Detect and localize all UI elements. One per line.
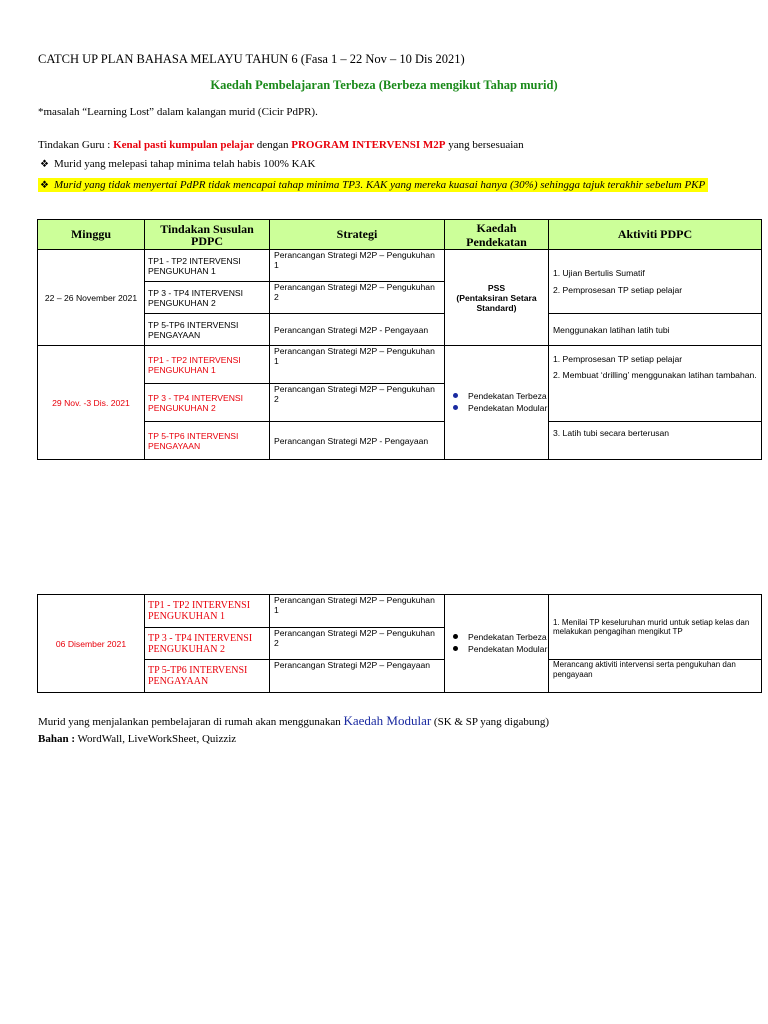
activity-cell: 1. Menilai TP keseluruhan murid untuk setiap kelas dan melakukan pengagihan mengikut TP [549, 595, 762, 660]
bullet-item-highlighted [38, 178, 708, 192]
tp-cell: TP 3 - TP4 INTERVENSI PENGUKUHAN 2 [145, 628, 270, 660]
strategy-cell: Perancangan Strategi M2P – Pengukuhan 1 [270, 250, 445, 282]
approach-cell [445, 595, 549, 693]
activity-line: 2. Membuat ‘drilling’ menggunakan latihan tambahan. [553, 370, 757, 380]
footer-note [38, 713, 549, 729]
strategy-cell: Perancangan Strategi M2P – Pengukuhan 1 [270, 595, 445, 628]
strategy-cell: Perancangan Strategi M2P – Pengayaan [270, 660, 445, 693]
approach-cell [445, 346, 549, 460]
materials-label: Bahan : [38, 733, 75, 745]
action-suffix: yang bersesuaian [445, 139, 524, 151]
footer-highlight: Kaedah Modular [343, 713, 432, 728]
tp-cell: TP 3 - TP4 INTERVENSI PENGUKUHAN 2 [145, 384, 270, 422]
diamond-bullet-icon: ❖ [40, 159, 49, 170]
materials-line [38, 733, 236, 745]
teacher-action [38, 139, 524, 151]
footer-prefix: Murid yang menjalankan pembelajaran di rumah akan menggunakan [38, 716, 344, 728]
strategy-cell: Perancangan Strategi M2P – Pengukuhan 2 [270, 282, 445, 314]
plan-table-continued [37, 594, 762, 693]
activity-cell [549, 346, 762, 422]
diamond-bullet-icon: ❖ [40, 180, 49, 191]
strategy-cell: Perancangan Strategi M2P - Pengayaan [270, 314, 445, 346]
strategy-cell: Perancangan Strategi M2P - Pengayaan [270, 422, 445, 460]
plan-table [37, 219, 762, 460]
header-aktiviti: Aktiviti PDPC [549, 220, 762, 250]
header-minggu: Minggu [38, 220, 145, 250]
activity-line: 2. Pemprosesan TP setiap pelajar [553, 285, 683, 295]
action-mid: dengan [253, 139, 292, 151]
tp-cell: TP1 - TP2 INTERVENSI PENGUKUHAN 1 [145, 595, 270, 628]
tp-cell: TP 3 - TP4 INTERVENSI PENGUKUHAN 2 [145, 282, 270, 314]
week-cell: 29 Nov. -3 Dis. 2021 [38, 346, 145, 460]
approach-item: Pendekatan Terbeza [449, 391, 548, 401]
tp-cell: TP1 - TP2 INTERVENSI PENGUKUHAN 1 [145, 250, 270, 282]
bullet-dot-icon [453, 393, 458, 398]
footer-suffix: (SK & SP yang digabung) [431, 716, 550, 728]
approach-subtitle: (Pentaksiran Setara Standard) [456, 292, 537, 313]
tp-cell: TP 5-TP6 INTERVENSI PENGAYAAN [145, 660, 270, 693]
activity-line: 1. Pemprosesan TP setiap pelajar [553, 354, 683, 364]
action-highlight-2: PROGRAM INTERVENSI M2P [291, 139, 446, 151]
strategy-cell: Perancangan Strategi M2P – Pengukuhan 1 [270, 346, 445, 384]
strategy-cell: Perancangan Strategi M2P – Pengukuhan 2 [270, 384, 445, 422]
header-tindakan: Tindakan Susulan PDPC [145, 220, 270, 250]
bullet-item [40, 158, 316, 170]
bullet-dot-icon [453, 646, 458, 651]
header-strategi: Strategi [270, 220, 445, 250]
activity-cell [549, 250, 762, 314]
activity-cell: 3. Latih tubi secara berterusan [549, 422, 762, 460]
approach-item: Pendekatan Modular [449, 403, 548, 413]
activity-line: 1. Ujian Bertulis Sumatif [553, 268, 645, 278]
action-prefix: Tindakan Guru : [38, 139, 114, 151]
tp-cell: TP 5-TP6 INTERVENSI PENGAYAAN [145, 314, 270, 346]
bullet-text: Murid yang tidak menyertai PdPR tidak mencapai tahap minima TP3. KAK yang mereka kuasai hanya (30%) sehingga tajuk terakhir sebelum PKP [54, 179, 706, 191]
document-subtitle: Kaedah Pembelajaran Terbeza (Berbeza mengikut Tahap murid) [210, 78, 558, 92]
week-cell: 22 – 26 November 2021 [38, 250, 145, 346]
approach-item: Pendekatan Modular [449, 644, 548, 654]
bullet-dot-icon [453, 405, 458, 410]
problem-note: *masalah “Learning Lost” dalam kalangan murid (Cicir PdPR). [38, 106, 318, 118]
bullet-text: Murid yang melepasi tahap minima telah habis 100% KAK [54, 158, 316, 170]
activity-cell: Merancang aktiviti intervensi serta pengukuhan dan pengayaan [549, 660, 762, 693]
header-kaedah: Kaedah Pendekatan [445, 220, 549, 250]
action-highlight-1: Kenal pasti kumpulan pelajar [113, 139, 254, 151]
week-cell: 06 Disember 2021 [38, 595, 145, 693]
approach-cell [445, 250, 549, 346]
approach-title: PSS [487, 282, 506, 293]
tp-cell: TP1 - TP2 INTERVENSI PENGUKUHAN 1 [145, 346, 270, 384]
materials-value: WordWall, LiveWorkSheet, Quizziz [75, 733, 237, 745]
bullet-dot-icon [453, 634, 458, 639]
tp-cell: TP 5-TP6 INTERVENSI PENGAYAAN [145, 422, 270, 460]
activity-cell: Menggunakan latihan latih tubi [549, 314, 762, 346]
strategy-cell: Perancangan Strategi M2P – Pengukuhan 2 [270, 628, 445, 660]
document-title: CATCH UP PLAN BAHASA MELAYU TAHUN 6 (Fasa 1 – 22 Nov – 10 Dis 2021) [38, 52, 465, 66]
approach-item: Pendekatan Terbeza [449, 632, 548, 642]
